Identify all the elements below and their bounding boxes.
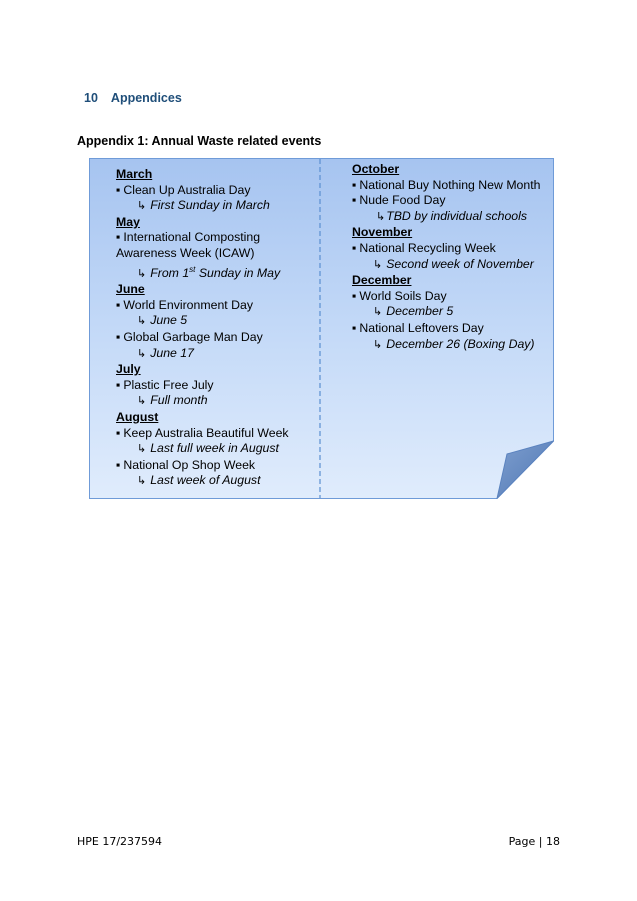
section-title: Appendices bbox=[110, 91, 182, 105]
list-item: ▪ Global Garbage Man Day bbox=[116, 330, 263, 345]
right-column bbox=[352, 162, 552, 353]
list-item: ▪ National Leftovers Day bbox=[352, 320, 484, 335]
square-bullet-icon: ▪ bbox=[352, 240, 357, 255]
section-heading bbox=[84, 91, 182, 105]
arrow-hook-icon: ↳ bbox=[373, 258, 383, 271]
arrow-hook-icon: ↳ bbox=[137, 267, 147, 280]
event-detail: ↳ First Sunday in March bbox=[137, 198, 270, 213]
list-item: ▪ World Soils Day bbox=[352, 288, 447, 303]
events-note-card bbox=[89, 158, 554, 499]
list-item: ▪ National Buy Nothing New Month bbox=[352, 177, 541, 192]
event-detail: ↳ Last full week in August bbox=[137, 441, 279, 456]
arrow-hook-icon: ↳ bbox=[373, 338, 383, 351]
square-bullet-icon: ▪ bbox=[116, 297, 121, 312]
arrow-hook-icon: ↳ bbox=[373, 306, 383, 319]
list-item: ▪ Keep Australia Beautiful Week bbox=[116, 425, 289, 440]
square-bullet-icon: ▪ bbox=[352, 177, 357, 192]
square-bullet-icon: ▪ bbox=[116, 377, 121, 392]
square-bullet-icon: ▪ bbox=[116, 457, 121, 472]
arrow-hook-icon: ↳ bbox=[137, 200, 147, 213]
arrow-hook-icon: ↳ bbox=[137, 315, 147, 328]
arrow-hook-icon: ↳ bbox=[376, 210, 386, 223]
event-detail: ↳ From 1st Sunday in May bbox=[137, 264, 281, 280]
square-bullet-icon: ▪ bbox=[352, 288, 357, 303]
list-item: ▪ National Recycling Week bbox=[352, 240, 496, 255]
square-bullet-icon: ▪ bbox=[352, 320, 357, 335]
list-item: ▪ Nude Food Day bbox=[352, 193, 446, 208]
footer-page-number: Page | 18 bbox=[508, 835, 560, 848]
month-heading: August bbox=[116, 410, 159, 424]
square-bullet-icon: ▪ bbox=[116, 330, 121, 345]
month-heading: June bbox=[116, 282, 145, 297]
square-bullet-icon: ▪ bbox=[352, 193, 357, 208]
month-heading: November bbox=[352, 225, 413, 240]
event-detail: ↳ December 26 (Boxing Day) bbox=[373, 336, 535, 351]
month-heading: March bbox=[116, 167, 153, 181]
list-item: ▪ International Composting bbox=[116, 230, 261, 245]
square-bullet-icon: ▪ bbox=[116, 230, 121, 245]
event-detail: ↳ June 17 bbox=[137, 345, 194, 360]
arrow-hook-icon: ↳ bbox=[137, 347, 147, 360]
list-item: ▪ Clean Up Australia Day bbox=[116, 182, 251, 197]
arrow-hook-icon: ↳ bbox=[137, 475, 147, 488]
arrow-hook-icon: ↳ bbox=[137, 395, 147, 408]
section-number: 10 bbox=[84, 91, 98, 105]
event-detail: ↳ Second week of November bbox=[373, 256, 534, 271]
appendix-title: Appendix 1: Annual Waste related events bbox=[77, 134, 322, 148]
square-bullet-icon: ▪ bbox=[116, 425, 121, 440]
list-item-continuation: Awareness Week (ICAW) bbox=[116, 245, 255, 260]
footer-doc-ref: HPE 17/237594 bbox=[77, 835, 163, 848]
list-item: ▪ World Environment Day bbox=[116, 297, 253, 312]
event-detail: ↳ December 5 bbox=[373, 304, 454, 319]
event-detail: ↳ Full month bbox=[137, 393, 208, 408]
list-item: ▪ National Op Shop Week bbox=[116, 457, 256, 472]
left-column bbox=[116, 167, 316, 490]
event-detail: ↳ June 5 bbox=[137, 313, 188, 328]
list-item: ▪ Plastic Free July bbox=[116, 377, 214, 392]
month-heading: May bbox=[116, 214, 140, 229]
month-heading: October bbox=[352, 162, 400, 176]
arrow-hook-icon: ↳ bbox=[137, 443, 147, 456]
month-heading: December bbox=[352, 273, 412, 288]
event-detail: ↳TBD by individual schools bbox=[376, 208, 528, 223]
event-detail: ↳ Last week of August bbox=[137, 473, 261, 488]
month-heading: July bbox=[116, 362, 141, 377]
square-bullet-icon: ▪ bbox=[116, 182, 121, 197]
